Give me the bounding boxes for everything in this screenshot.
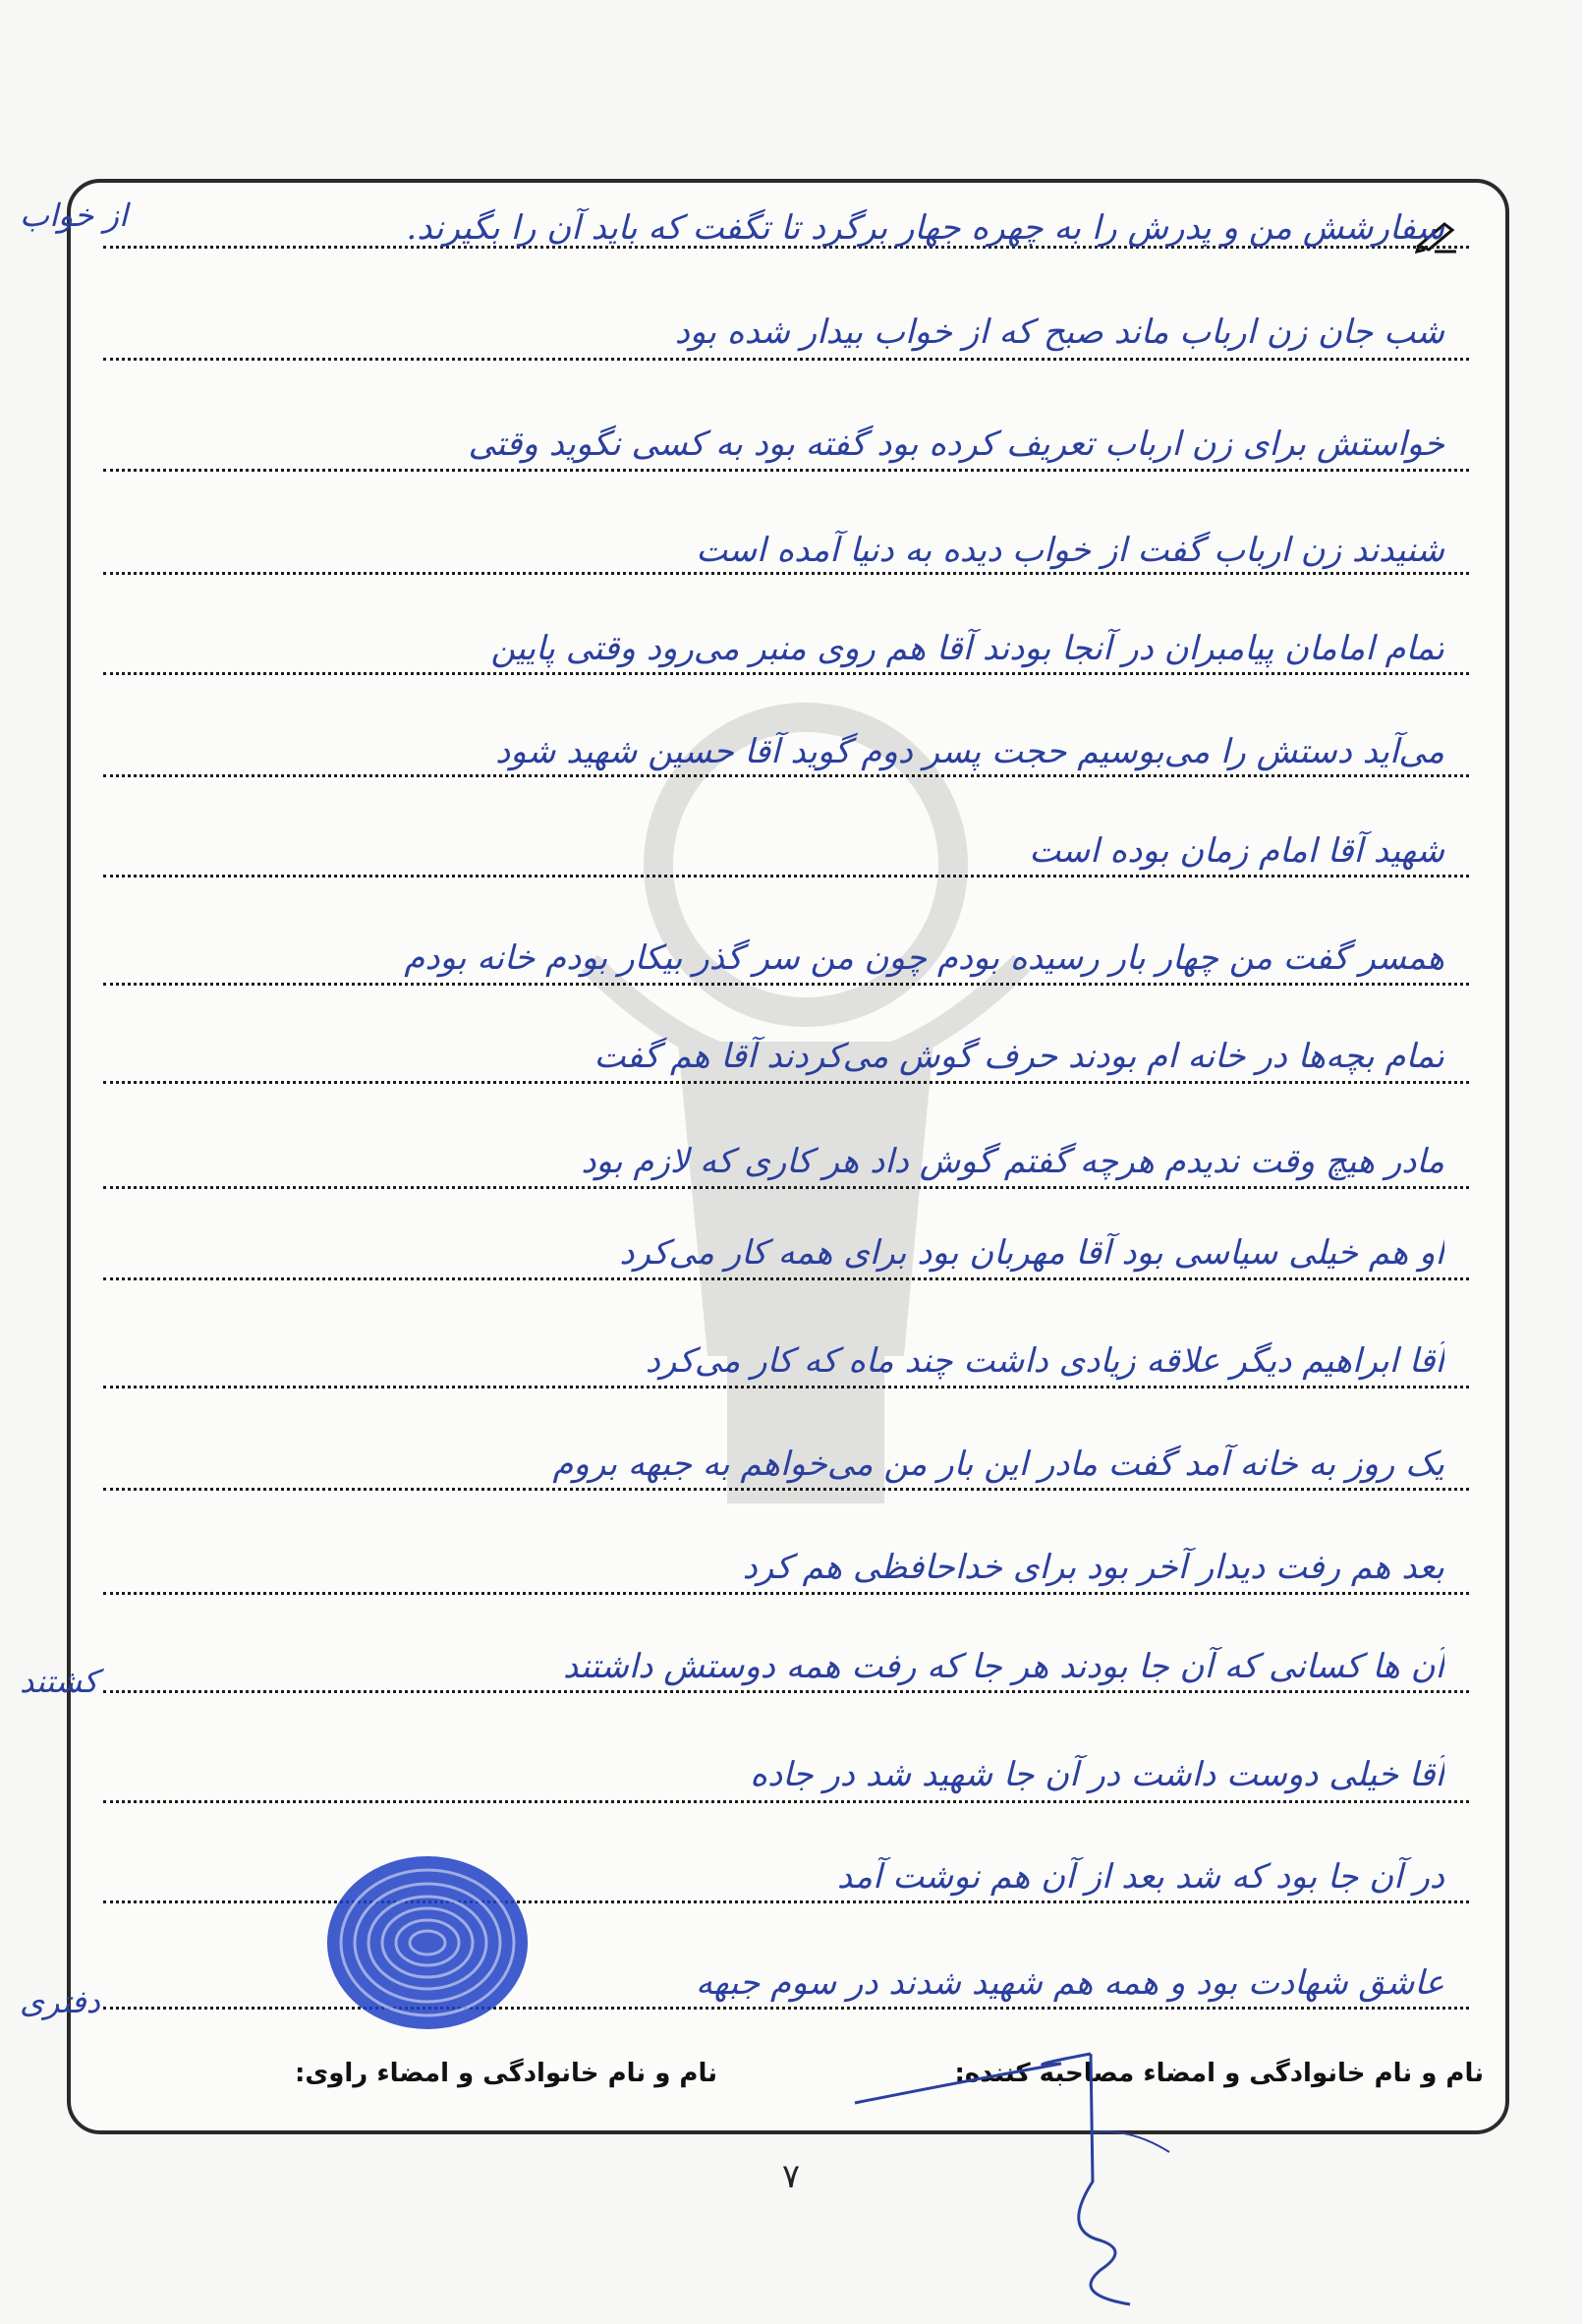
handwritten-line: شب جان زن ارباب ماند صبح که از خواب بیدار شده بود (674, 312, 1444, 352)
ruled-line (103, 1688, 1469, 1693)
ruled-line (103, 1384, 1469, 1389)
handwritten-line: بعد هم رفت دیدار آخر بود برای خداحافظی هم کرد (742, 1548, 1444, 1587)
ruled-line (103, 570, 1469, 575)
handwritten-line: آقا ابراهیم دیگر علاقه زیادی داشت چند ماه که کار می‌کرد (645, 1341, 1444, 1381)
margin-note: از خواب (20, 197, 128, 234)
interviewer-signature-label: نام و نام خانوادگی و امضاء مصاحبه کننده: (954, 2059, 1484, 2088)
handwritten-line: یک روز به خانه آمد گفت مادر این بار من می‌خواهم به جبهه بروم (552, 1445, 1444, 1484)
narrator-signature-label: نام و نام خانوادگی و امضاء راوی: (295, 2059, 717, 2088)
handwritten-line: تمام بچه‌ها در خانه ام بودند حرف گوش می‌کردند آقا هم گفت (593, 1037, 1444, 1076)
page-number: ۷ (781, 2157, 801, 2196)
ruled-line (103, 670, 1469, 675)
ruled-line (103, 981, 1469, 986)
ruled-line (103, 1275, 1469, 1280)
ruled-line (103, 1184, 1469, 1189)
ruled-line (103, 772, 1469, 777)
handwritten-line: آن ها کسانی که آن جا بودند هر جا که رفت همه دوستش داشتند (562, 1647, 1444, 1686)
handwritten-line: شنیدند زن ارباب گفت از خواب دیده به دنیا آمده است (696, 531, 1444, 570)
handwritten-line: عاشق شهادت بود و همه هم شهید شدند در سوم جبهه (696, 1963, 1444, 2003)
ruled-line (103, 1486, 1469, 1491)
ruled-line (103, 873, 1469, 878)
handwritten-line: تمام امامان پیامبران در آنجا بودند آقا هم روی منبر می‌رود وقتی پایین (490, 629, 1444, 668)
ruled-line (103, 1798, 1469, 1803)
handwritten-line: همسر گفت من چهار بار رسیده بودم چون من سر گذر بیکار بودم خانه بودم (404, 938, 1444, 978)
handwritten-line: او هم خیلی سیاسی بود آقا مهربان بود برای همه کار می‌کرد (619, 1233, 1444, 1273)
ruled-line (103, 467, 1469, 472)
handwritten-line: خواستش برای زن ارباب تعریف کرده بود گفته بود به کسی نگوید وقتی (468, 425, 1444, 464)
handwritten-line: در آن جا بود که شد بعد از آن هم نوشت آمد (836, 1857, 1444, 1897)
ruled-line (103, 1079, 1469, 1084)
ruled-line (103, 356, 1469, 361)
ruled-line (103, 2005, 1469, 2010)
margin-note: کشتند (20, 1663, 98, 1700)
handwritten-line: مادر هیچ وقت ندیدم هرچه گفتم گوش داد هر کاری که لازم بود (581, 1142, 1444, 1181)
margin-note: دفتری (20, 1983, 100, 2020)
ruled-line (103, 1590, 1469, 1595)
fingerprint-stamp (324, 1852, 531, 2034)
ruled-line (103, 1899, 1469, 1903)
handwritten-line: شهید آقا امام زمان بوده است (1029, 831, 1444, 871)
foundation-emblem-watermark (531, 668, 1081, 1553)
handwritten-line: آقا خیلی دوست داشت در آن جا شهید شد در جاده (750, 1755, 1444, 1794)
handwritten-line: سفارشش من و پدرش را به چهره جهار برگرد تا تگفت که باید آن را بگیرند. (406, 208, 1444, 248)
handwritten-line: می‌آید دستش را می‌بوسیم حجت پسر دوم گوید آقا حسین شهید شود (495, 732, 1444, 771)
